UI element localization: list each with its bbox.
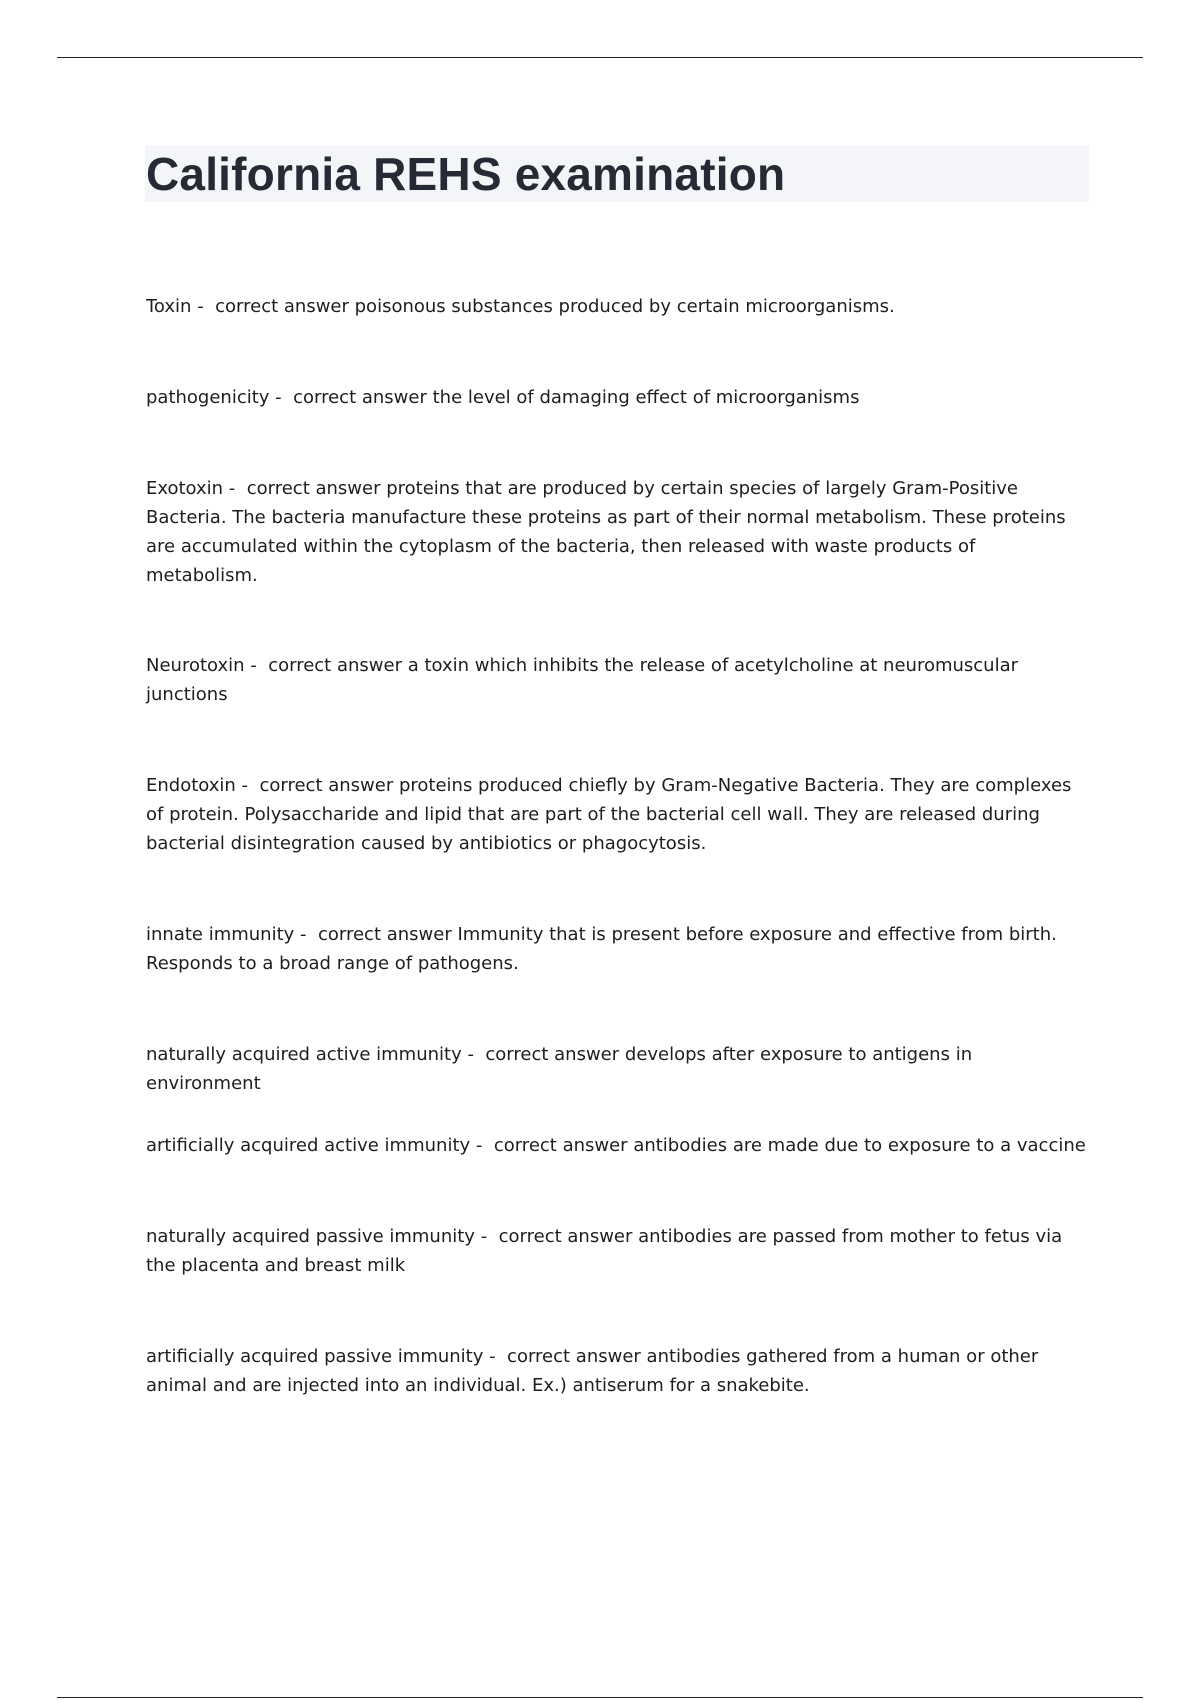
flashcard-entry (146, 771, 1090, 858)
entry-answer: poisonous substances produced by certain microorganisms. (354, 296, 895, 317)
top-rule (57, 57, 1143, 58)
entry-answer: Immunity that is present before exposure and effective from birth. Responds to a broad range of pathogens. (146, 924, 1057, 974)
entry-answer: proteins produced chiefly by Gram-Negative Bacteria. They are complexes of protein. Polysaccharide and lipid that are part of the bacterial cell wall. They are released during bacterial disintegration caused by antibiotics or phagocytosis. (146, 775, 1072, 854)
entry-term: Exotoxin (146, 478, 224, 499)
entry-separator: - correct answer (269, 387, 433, 408)
entry-separator: - correct answer (483, 1346, 647, 1367)
flashcard-entry (146, 1040, 1090, 1098)
entry-answer: antibodies are made due to exposure to a vaccine (633, 1135, 1086, 1156)
flashcard-entry (146, 474, 1090, 590)
entry-term: naturally acquired passive immunity (146, 1226, 475, 1247)
entry-separator: - correct answer (223, 478, 387, 499)
entry-separator: - correct answer (294, 924, 458, 945)
entry-answer: antibodies gathered from a human or other animal and are injected into an individual. Ex.) antiserum for a snakebite. (146, 1346, 1039, 1396)
entry-answer: develops after exposure to antigens in environment (146, 1044, 973, 1094)
flashcard-entry (146, 651, 1090, 709)
bottom-rule (57, 1697, 1143, 1698)
entry-term: Endotoxin (146, 775, 236, 796)
entry-separator: - correct answer (235, 775, 399, 796)
entry-separator: - correct answer (461, 1044, 625, 1065)
entry-term: naturally acquired active immunity (146, 1044, 462, 1065)
entry-separator: - correct answer (244, 655, 408, 676)
flashcard-entry (146, 1131, 1090, 1160)
flashcard-entry (146, 383, 1090, 412)
entry-answer: proteins that are produced by certain species of largely Gram-Positive Bacteria. The bacteria manufacture these proteins as part of their normal metabolism. These proteins are accumulated within the cytoplasm of the bacteria, then released with waste products of metabolism. (146, 478, 1066, 586)
flashcard-entry (146, 292, 1090, 321)
entry-answer: antibodies are passed from mother to fetus via the placenta and breast milk (146, 1226, 1063, 1276)
entry-term: innate immunity (146, 924, 295, 945)
entry-answer: a toxin which inhibits the release of acetylcholine at neuromuscular junctions (146, 655, 1019, 705)
entry-separator: - correct answer (191, 296, 355, 317)
entry-term: Toxin (146, 296, 192, 317)
flashcard-entry (146, 1342, 1090, 1400)
flashcard-entry (146, 920, 1090, 978)
entry-separator: - correct answer (470, 1135, 634, 1156)
flashcard-entry (146, 1222, 1090, 1280)
entry-term: artificially acquired active immunity (146, 1135, 471, 1156)
entry-term: Neurotoxin (146, 655, 245, 676)
entry-term: artificially acquired passive immunity (146, 1346, 484, 1367)
document-title: California REHS examination (146, 148, 786, 200)
entry-answer: the level of damaging effect of microorganisms (432, 387, 860, 408)
entry-term: pathogenicity (146, 387, 270, 408)
entry-separator: - correct answer (474, 1226, 639, 1247)
